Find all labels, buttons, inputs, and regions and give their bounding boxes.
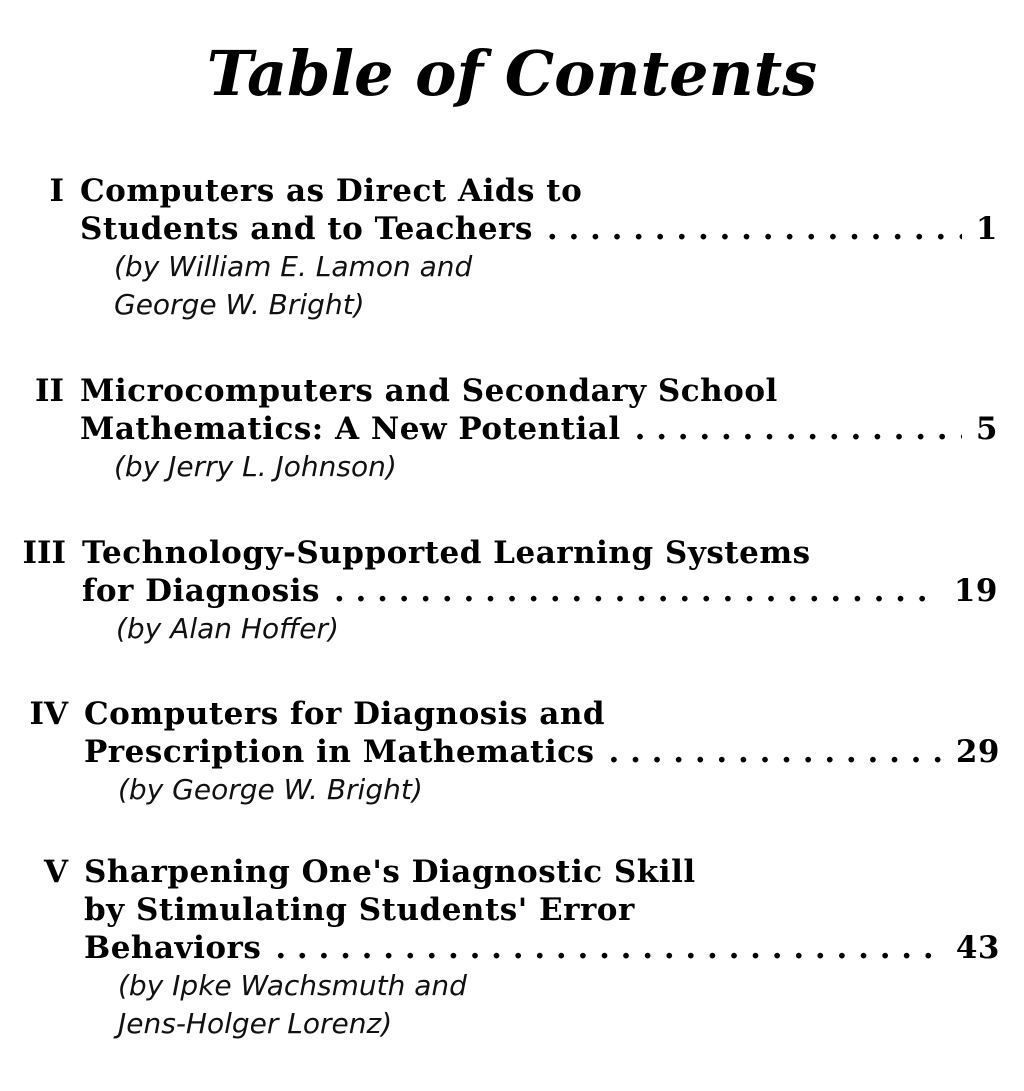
entry-author-line: George W. Bright) (114, 288, 365, 321)
entry-title-last-line: Behaviors (84, 930, 262, 966)
entry-title-line: Computers as Direct Aids to (80, 173, 583, 209)
entry-title-last-line: for Diagnosis (82, 573, 320, 609)
dot-leader (635, 410, 962, 448)
entry-number: II (34, 373, 64, 409)
entry-author-line: (by William E. Lamon and (114, 250, 473, 283)
dot-leader (547, 210, 962, 248)
page-title: Table of Contents (206, 37, 818, 110)
dot-leader (334, 572, 940, 610)
entry-title-last-line: Mathematics: A New Potential (80, 411, 621, 447)
entry-title-line: Microcomputers and Secondary School (80, 373, 778, 409)
entry-author-line: (by Jerry L. Johnson) (114, 450, 397, 483)
entry-title-last-line: Students and to Teachers (80, 211, 533, 247)
dot-leader (275, 929, 942, 967)
entry-author-line: (by Alan Hoffer) (116, 612, 339, 645)
dot-leader (608, 733, 941, 771)
entry-number: V (43, 854, 68, 890)
page-number: 29 (955, 734, 1000, 770)
entry-title-last-line: Prescription in Mathematics (84, 734, 595, 770)
entry-author-line: (by Ipke Wachsmuth and (118, 969, 467, 1002)
page-number: 1 (975, 211, 998, 247)
entry-author-line: Jens-Holger Lorenz) (118, 1007, 393, 1040)
entry-number: IV (29, 696, 68, 732)
entry-title-line: Technology-Supported Learning Systems (82, 535, 811, 571)
entry-title-line: by Stimulating Students' Error (84, 892, 635, 928)
page-number: 19 (953, 573, 998, 609)
entry-number: III (22, 535, 66, 571)
entry-title-line: Computers for Diagnosis and (84, 696, 606, 732)
entry-title-line: Sharpening One's Diagnostic Skill (84, 854, 696, 890)
page-number: 5 (975, 411, 998, 447)
entry-author-line: (by George W. Bright) (118, 773, 423, 806)
entry-number: I (49, 173, 64, 209)
page-number: 43 (955, 930, 1000, 966)
